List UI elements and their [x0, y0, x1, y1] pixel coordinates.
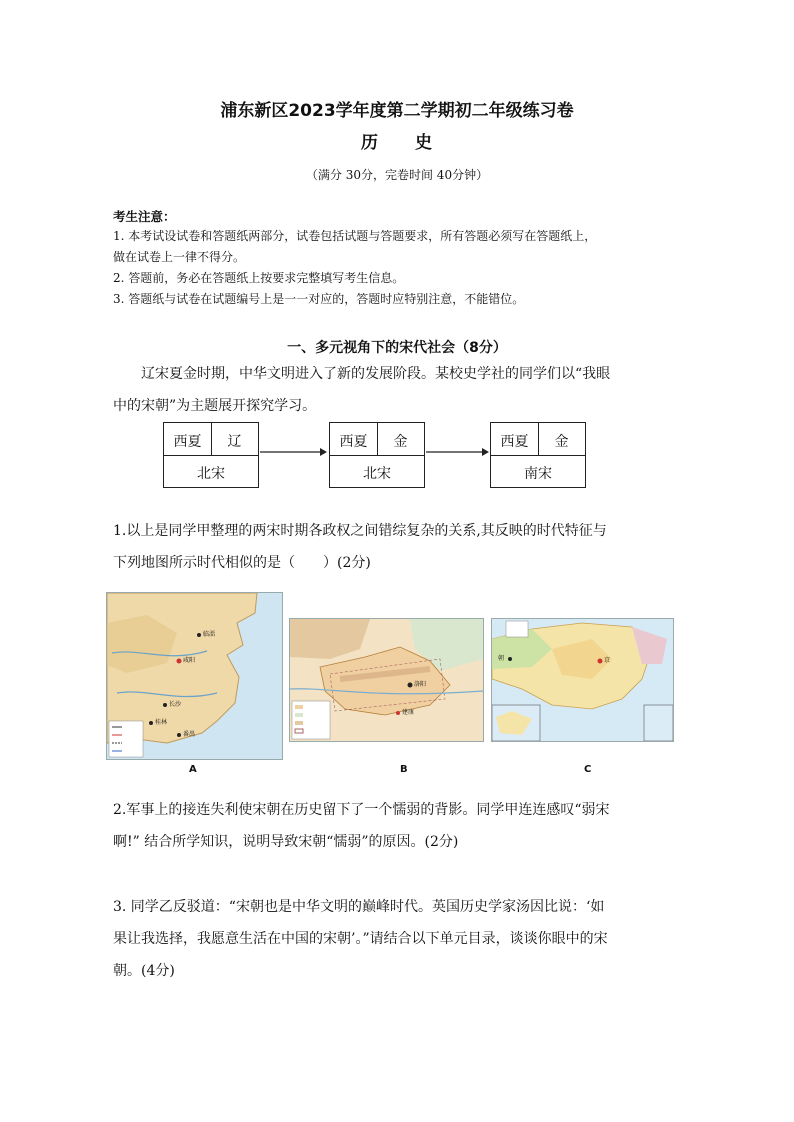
map-a-label-3: 长沙: [169, 701, 182, 708]
map-c: [491, 618, 674, 742]
box2-top-right: 金: [393, 434, 408, 450]
map-b-caption: B: [400, 764, 408, 775]
arrow-2: [424, 445, 490, 459]
q2-line-1: 2.军事上的接连失利使宋朝在历史留下了一个懦弱的背影。同学甲连连感叹“弱宋: [113, 802, 610, 818]
box1-top-left: 西夏: [173, 434, 202, 450]
map-b: [289, 618, 484, 742]
q2-line-2: 啊!” 结合所学知识，说明导致宋朝“懦弱”的原因。(2分): [113, 834, 459, 850]
map-a-label-1: 临淄: [203, 631, 216, 638]
notice-item-3: 3. 答题纸与试卷在试题编号上是一一对应的，答题时应特别注意，不能错位。: [113, 292, 525, 306]
box2-top-left: 西夏: [339, 434, 368, 450]
box2-bottom: 北宋: [363, 466, 391, 482]
box1-bottom: 北宋: [197, 466, 225, 482]
map-a-label-4: 桂林: [155, 719, 168, 726]
q1-line-1: 1.以上是同学甲整理的两宋时期各政权之间错综复杂的关系,其反映的时代特征与: [113, 523, 607, 539]
map-c-label-1: 京: [604, 657, 611, 664]
q1-line-2: 下列地图所示时代相似的是（ ）(2分): [113, 555, 371, 571]
box1-top-right: 辽: [227, 434, 242, 450]
arrow-1: [258, 445, 328, 459]
map-a: [106, 592, 283, 760]
map-a-label-5: 番禺: [183, 731, 196, 738]
q3-line-1: 3. 同学乙反驳道：“宋朝也是中华文明的巅峰时代。英国历史学家汤因比说：‘如: [113, 899, 605, 915]
map-b-label-2: 建康: [402, 709, 415, 716]
intro-line-2: 中的宋朝”为主题展开探究学习。: [113, 398, 317, 414]
regime-box-1: [163, 422, 259, 488]
regime-box-2: [329, 422, 425, 488]
map-a-caption: A: [189, 764, 197, 775]
exam-subject: 历 史: [361, 133, 433, 153]
map-a-label-2: 咸阳: [183, 657, 196, 664]
box3-bottom: 南宋: [524, 466, 552, 482]
section-heading: 一、多元视角下的宋代社会（8分）: [287, 340, 507, 356]
exam-meta: （满分 30分，完卷时间 40分钟）: [305, 168, 489, 182]
notice-item-1: 1. 本考试设试卷和答题纸两部分，试卷包括试题与答题要求，所有答题必须写在答题纸上，: [113, 229, 597, 243]
q3-line-2: 果让我选择，我愿意生活在中国的宋朝’。”请结合以下单元目录，谈谈你眼中的宋: [113, 931, 608, 947]
notice-item-1-cont: 做在试卷上一律不得分。: [113, 250, 246, 264]
box3-top-left: 西夏: [500, 434, 529, 450]
map-b-label-1: 洛阳: [414, 681, 427, 688]
box3-top-right: 金: [554, 434, 569, 450]
map-c-label-2: 朝: [498, 655, 505, 662]
notice-heading: 考生注意：: [113, 209, 176, 224]
q3-line-3: 朝。(4分): [113, 963, 175, 979]
exam-title: 浦东新区2023学年度第二学期初二年级练习卷: [220, 101, 574, 121]
map-c-caption: C: [584, 764, 592, 775]
regime-box-3: [490, 422, 586, 488]
intro-line-1: 辽宋夏金时期，中华文明进入了新的发展阶段。某校史学社的同学们以“我眼: [141, 366, 611, 382]
notice-item-2: 2. 答题前，务必在答题纸上按要求完整填写考生信息。: [113, 271, 405, 285]
